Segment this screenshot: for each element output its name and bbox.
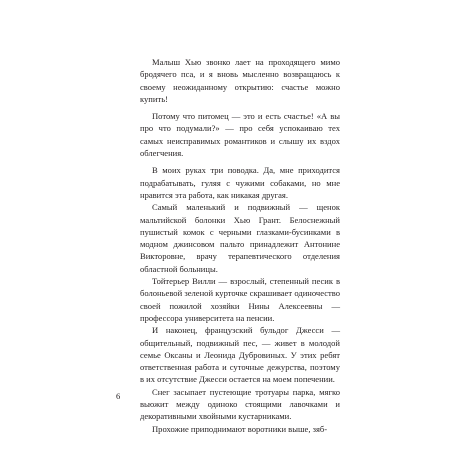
paragraph-1: Малыш Хью звонко лает на проходящего мимо бродячего пса, и я вновь мысленно возвращаюсь к своему неожиданному открытию: счастье можно купить! [140,57,340,104]
page-number: 6 [116,391,121,401]
body-text [140,56,340,435]
paragraph-5: Тойтерьер Вилли — взрослый, степенный песик в болоньевой зеленой курточке скрашивает одиночество своей пожилой хозяйки Нины Алексеевны — профессора университета на пенсии. [140,276,340,323]
paragraph-3: В моих руках три поводка. Да, мне приходится подрабатывать, гуляя с чужими собаками, но мне нравится эта работа, как никакая другая. [140,165,340,200]
paragraph-4: Самый маленький и подвижный — щенок мальтийской болонки Хью Грант. Белоснежный пушистый комок с черными глазками-бусинками в модном джинсовом пальто принадлежит Антонине Викторовне, врачу терапевтического отделения областной больницы. [140,202,340,274]
paragraph-7: Снег засыпает пустеющие тротуары парка, мягко вьюжит между одиноко стоящими лавочками и декоративными хвойными кустарниками. [140,386,340,422]
paragraph-2: Потому что питомец — это и есть счастье! «А вы про что подумали?» — про себя успокаиваю тех самых неисправимых романтиков и слышу их вздох облегчения. [140,111,340,159]
paragraph-6: И наконец, французский бульдог Джесси — общительный, подвижный пес, — живет в молодой семье Оксаны и Леонида Дубровиных. У этих ребят ответственная работа и суточные дежурства, поэтому в их отсутствие Джесси остается на моем попечении. [140,325,340,385]
paragraph-8: Прохожие приподнимают воротники выше, зяб- [152,423,328,434]
